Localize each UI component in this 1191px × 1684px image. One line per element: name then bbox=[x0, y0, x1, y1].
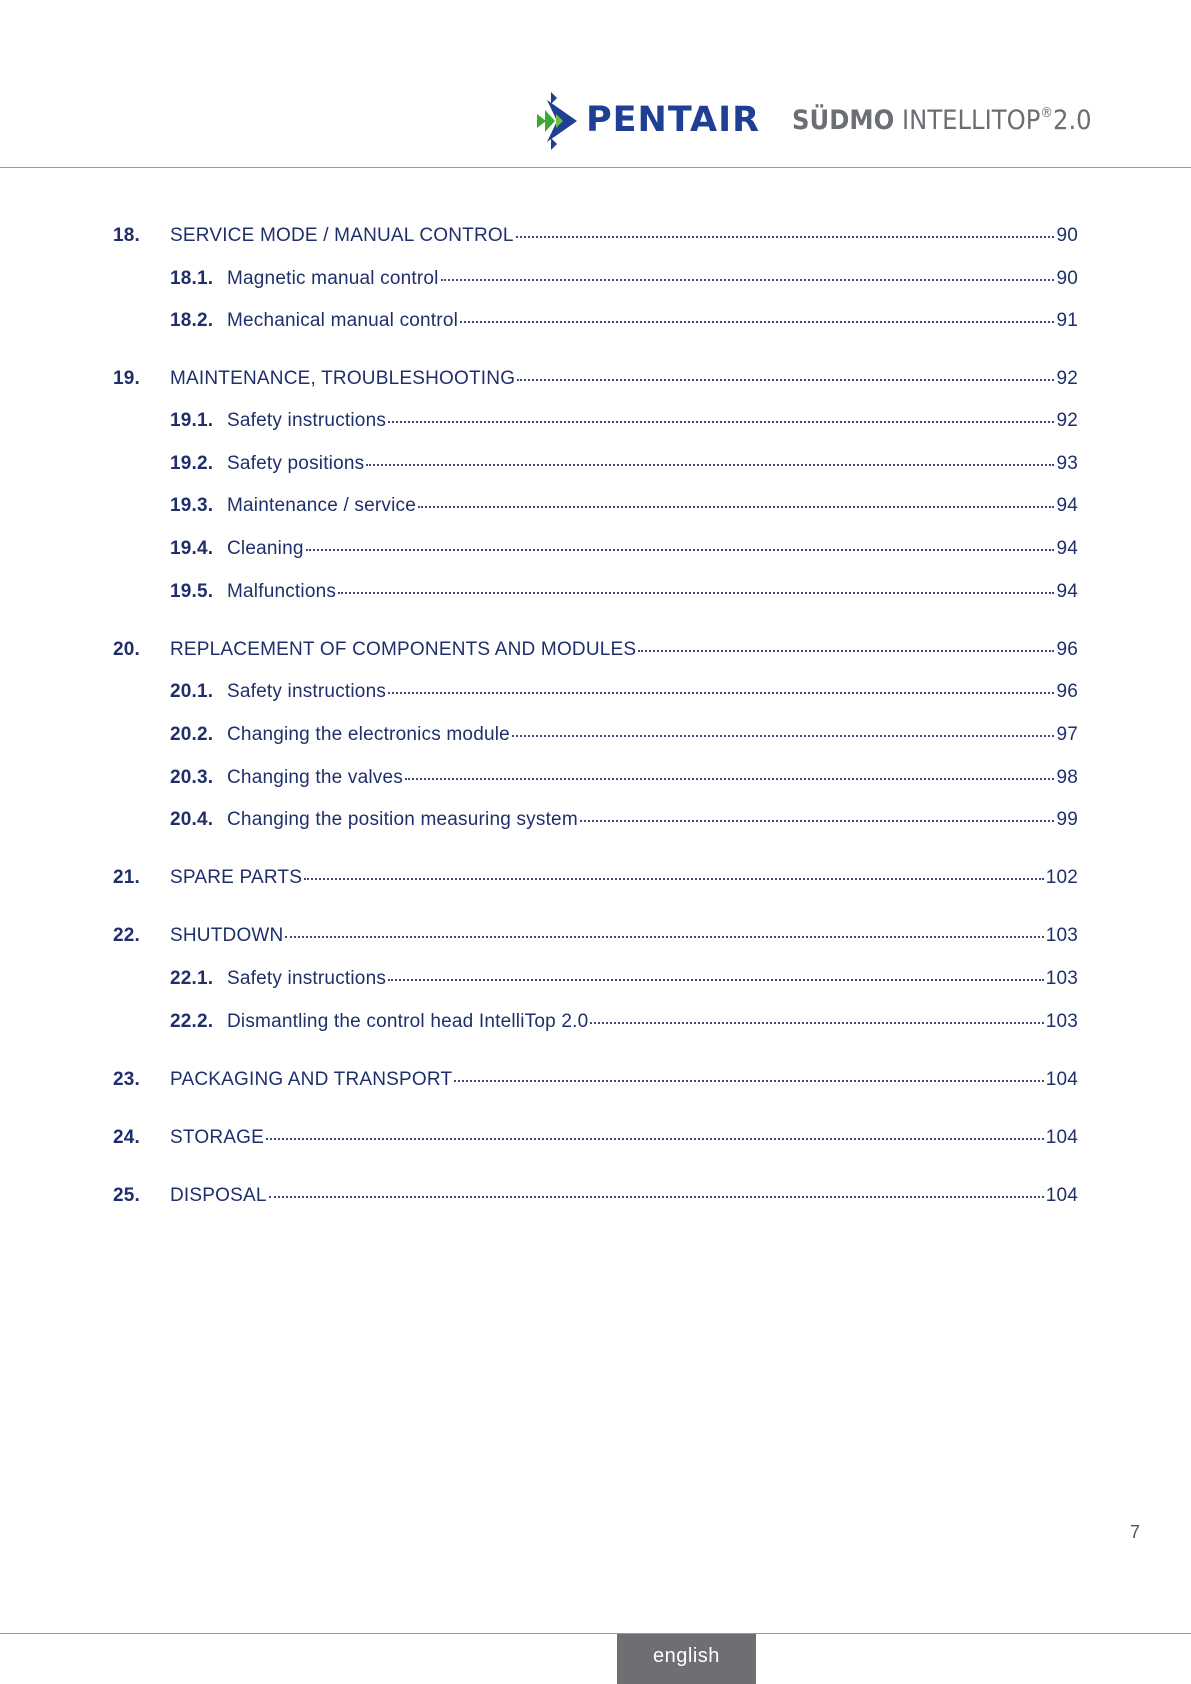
toc-number: 19.3. bbox=[170, 495, 214, 516]
pentair-logo-icon bbox=[535, 92, 579, 150]
toc-line bbox=[227, 809, 1078, 831]
toc-line bbox=[170, 225, 1078, 247]
dot-leader bbox=[580, 819, 1055, 822]
toc-title: Safety instructions bbox=[227, 968, 387, 989]
toc-title: Changing the electronics module bbox=[227, 724, 510, 745]
toc-page: 91 bbox=[1056, 310, 1078, 331]
toc-page: 104 bbox=[1045, 1069, 1078, 1090]
toc-page: 96 bbox=[1056, 681, 1078, 702]
toc-entry[interactable] bbox=[0, 1182, 1191, 1210]
toc-line bbox=[227, 453, 1078, 475]
toc-subentry[interactable] bbox=[0, 492, 1191, 520]
toc-number: 19.5. bbox=[170, 581, 214, 602]
toc-entry[interactable] bbox=[0, 636, 1191, 664]
toc-line bbox=[170, 1185, 1078, 1207]
dot-leader bbox=[388, 691, 1054, 694]
toc-page: 102 bbox=[1045, 867, 1078, 888]
toc-number: 20.3. bbox=[170, 767, 214, 788]
language-tab: english bbox=[617, 1634, 756, 1684]
toc-title: SHUTDOWN bbox=[170, 925, 284, 946]
toc-number: 19.4. bbox=[170, 538, 214, 559]
toc-number: 23. bbox=[113, 1069, 141, 1090]
toc-subentry[interactable] bbox=[0, 806, 1191, 834]
page-header bbox=[0, 0, 1191, 168]
dot-leader bbox=[338, 591, 1054, 594]
toc-number: 18. bbox=[113, 225, 141, 246]
product-brand: SÜDMO bbox=[792, 105, 895, 136]
header-divider bbox=[0, 167, 1191, 168]
toc-page: 90 bbox=[1056, 225, 1078, 246]
toc-subentry[interactable] bbox=[0, 578, 1191, 606]
toc-page: 99 bbox=[1056, 809, 1078, 830]
toc-title: Changing the position measuring system bbox=[227, 809, 578, 830]
toc-subentry[interactable] bbox=[0, 1008, 1191, 1036]
toc-page: 98 bbox=[1056, 767, 1078, 788]
toc-subentry[interactable] bbox=[0, 678, 1191, 706]
toc-line bbox=[170, 1127, 1078, 1149]
toc-page: 96 bbox=[1056, 639, 1078, 660]
toc-number: 22.1. bbox=[170, 968, 214, 989]
toc-number: 19. bbox=[113, 368, 141, 389]
toc-page: 103 bbox=[1045, 1011, 1078, 1032]
toc-page: 93 bbox=[1056, 453, 1078, 474]
toc-entry[interactable] bbox=[0, 365, 1191, 393]
toc-line bbox=[227, 968, 1078, 990]
toc-page: 94 bbox=[1056, 538, 1078, 559]
toc-title: PACKAGING AND TRANSPORT bbox=[170, 1069, 453, 1090]
toc-page: 103 bbox=[1045, 925, 1078, 946]
page-number: 7 bbox=[1130, 1522, 1141, 1542]
dot-leader bbox=[304, 877, 1044, 880]
toc-subentry[interactable] bbox=[0, 965, 1191, 993]
dot-leader bbox=[269, 1195, 1044, 1198]
dot-leader bbox=[388, 978, 1044, 981]
toc-number: 20.4. bbox=[170, 809, 214, 830]
toc-title: Magnetic manual control bbox=[227, 268, 439, 289]
dot-leader bbox=[454, 1079, 1043, 1082]
toc-line bbox=[227, 681, 1078, 703]
toc-title: Changing the valves bbox=[227, 767, 403, 788]
toc-number: 19.2. bbox=[170, 453, 214, 474]
toc-title: DISPOSAL bbox=[170, 1185, 267, 1206]
toc-title: Dismantling the control head IntelliTop 2.0 bbox=[227, 1011, 589, 1032]
toc-page: 94 bbox=[1056, 495, 1078, 516]
dot-leader bbox=[418, 505, 1054, 508]
toc-entry[interactable] bbox=[0, 1124, 1191, 1152]
toc-line bbox=[170, 867, 1078, 889]
toc-number: 20. bbox=[113, 639, 141, 660]
toc-subentry[interactable] bbox=[0, 764, 1191, 792]
toc-subentry[interactable] bbox=[0, 307, 1191, 335]
toc-page: 92 bbox=[1056, 368, 1078, 389]
toc-title: REPLACEMENT OF COMPONENTS AND MODULES bbox=[170, 639, 637, 660]
toc-number: 18.2. bbox=[170, 310, 214, 331]
toc-page: 92 bbox=[1056, 410, 1078, 431]
toc-line bbox=[227, 767, 1078, 789]
product-name bbox=[792, 105, 1092, 136]
toc-page: 104 bbox=[1045, 1185, 1078, 1206]
toc-line bbox=[170, 925, 1078, 947]
toc-line bbox=[170, 639, 1078, 661]
toc-title: Safety positions bbox=[227, 453, 365, 474]
toc-title: STORAGE bbox=[170, 1127, 264, 1148]
toc-number: 18.1. bbox=[170, 268, 214, 289]
dot-leader bbox=[517, 378, 1054, 381]
toc-line bbox=[170, 368, 1078, 390]
dot-leader bbox=[441, 278, 1055, 281]
toc-line bbox=[227, 310, 1078, 332]
toc-subentry[interactable] bbox=[0, 535, 1191, 563]
toc-title: Mechanical manual control bbox=[227, 310, 459, 331]
toc-line bbox=[227, 538, 1078, 560]
toc-subentry[interactable] bbox=[0, 450, 1191, 478]
dot-leader bbox=[516, 235, 1055, 238]
toc-page: 94 bbox=[1056, 581, 1078, 602]
toc-line bbox=[227, 724, 1078, 746]
footer-divider bbox=[0, 1633, 1191, 1634]
dot-leader bbox=[638, 649, 1054, 652]
dot-leader bbox=[512, 734, 1055, 737]
toc-line bbox=[170, 1069, 1078, 1091]
dot-leader bbox=[405, 777, 1054, 780]
dot-leader bbox=[590, 1021, 1043, 1024]
toc-number: 21. bbox=[113, 867, 141, 888]
dot-leader bbox=[460, 320, 1054, 323]
toc-title: Safety instructions bbox=[227, 681, 387, 702]
toc-entry[interactable] bbox=[0, 222, 1191, 250]
toc-number: 22.2. bbox=[170, 1011, 214, 1032]
brand-name: PENTAIR bbox=[586, 100, 761, 140]
toc-subentry[interactable] bbox=[0, 265, 1191, 293]
toc-title: Cleaning bbox=[227, 538, 304, 559]
toc-line bbox=[227, 268, 1078, 290]
toc-line bbox=[227, 581, 1078, 603]
toc-number: 22. bbox=[113, 925, 141, 946]
toc-number: 19.1. bbox=[170, 410, 214, 431]
toc-page: 103 bbox=[1045, 968, 1078, 989]
toc-page: 104 bbox=[1045, 1127, 1078, 1148]
toc-page: 97 bbox=[1056, 724, 1078, 745]
dot-leader bbox=[306, 548, 1055, 551]
toc-title: SPARE PARTS bbox=[170, 867, 303, 888]
toc-title: MAINTENANCE, TROUBLESHOOTING bbox=[170, 368, 516, 389]
registered-mark: ® bbox=[1040, 105, 1053, 121]
dot-leader bbox=[266, 1137, 1044, 1140]
toc-line bbox=[227, 410, 1078, 432]
toc-number: 25. bbox=[113, 1185, 141, 1206]
toc-line bbox=[227, 495, 1078, 517]
toc-title: Safety instructions bbox=[227, 410, 387, 431]
toc-page: 90 bbox=[1056, 268, 1078, 289]
toc-number: 20.2. bbox=[170, 724, 214, 745]
toc-line bbox=[227, 1011, 1078, 1033]
toc-entry[interactable] bbox=[0, 1066, 1191, 1094]
toc-number: 24. bbox=[113, 1127, 141, 1148]
dot-leader bbox=[285, 935, 1043, 938]
toc-subentry[interactable] bbox=[0, 407, 1191, 435]
dot-leader bbox=[388, 420, 1054, 423]
toc-title: Maintenance / service bbox=[227, 495, 417, 516]
toc-entry[interactable] bbox=[0, 864, 1191, 892]
toc-title: SERVICE MODE / MANUAL CONTROL bbox=[170, 225, 514, 246]
product-title: INTELLITOP bbox=[901, 105, 1041, 136]
toc-number: 20.1. bbox=[170, 681, 214, 702]
toc-subentry[interactable] bbox=[0, 721, 1191, 749]
toc-title: Malfunctions bbox=[227, 581, 337, 602]
dot-leader bbox=[366, 463, 1054, 466]
toc-entry[interactable] bbox=[0, 922, 1191, 950]
product-version: 2.0 bbox=[1053, 105, 1092, 136]
